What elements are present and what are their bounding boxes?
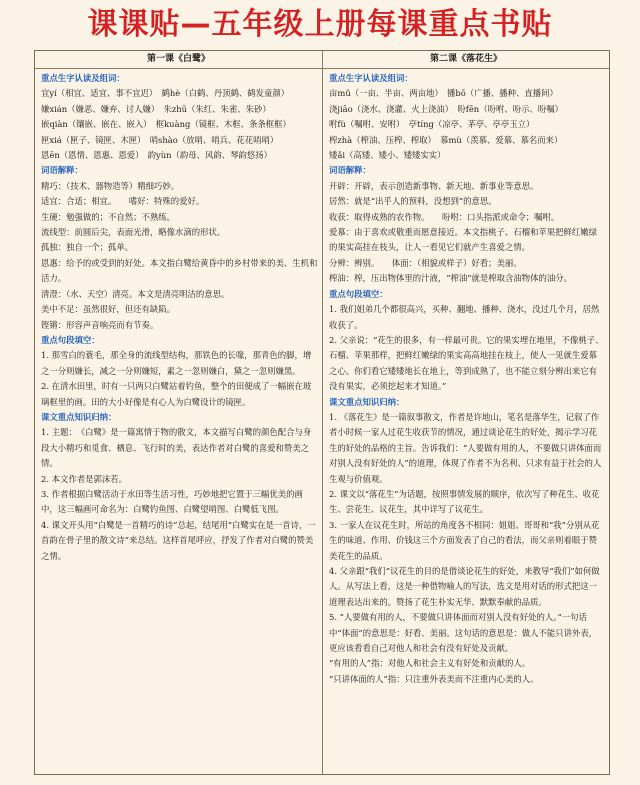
vocab-line: 嫌xián（嫌恶、嫌弃、讨人嫌） 朱zhū（朱红、朱雀、朱砂） bbox=[41, 103, 271, 114]
page-title: 课课贴—五年级上册每课重点书贴 bbox=[87, 7, 553, 42]
section-heading: 课文重点知识归纳： bbox=[329, 396, 405, 407]
header-divider bbox=[35, 68, 609, 69]
key-passage: 2. 在清水田里，时有一只两只白鹭站着钓鱼，整个的田便成了一幅嵌在玻璃框里的画。田的大小好像是有心人为白鹭设计的镜匣。 bbox=[41, 381, 312, 407]
summary-point: 1. 《落花生》是一篇叙事散文，作者是许地山，笔名是落华生，记叙了作者小时候一家人过花生收获节的情况，通过谈论花生的好处，揭示学习花生的好处的品格的主旨。告诉我们：“人要做有用的人，不要做只讲体面而对别人没有好处的人”的道理，体现了作者不为名利、只求有益于社会的人生观与价值观。 bbox=[329, 411, 602, 484]
definition: 榨油：榨，压出物体里的汁液，“榨油”就是榨取含油物体的油分。 bbox=[329, 273, 573, 284]
definition: 开辟：开辟，表示创造新事物、新天地、新事业等意思。 bbox=[329, 180, 539, 191]
vocab-line: 矮ǎi（高矮、矮小、矮矮实实） bbox=[329, 150, 446, 161]
summary-point: 3. 一家人在议花生时，所站的角度各不相同：姐姐、哥哥和“我”分别从花生的味道、作用、价钱这三个方面发表了自己的看法，而父亲则着眼于赞美花生的品质。 bbox=[329, 519, 600, 561]
vocab-line: 榨zhà（榨油、压榨、榨取） 慕mù（羡慕、爱慕、慕名而来） bbox=[329, 134, 563, 145]
definition: 清澄：（水、天空）清亮。本文是清亮明洁的意思。 bbox=[41, 288, 230, 299]
definition: 生硬：勉强做的；不自然；不熟练。 bbox=[41, 211, 175, 222]
section-heading: 词语解释： bbox=[41, 165, 83, 176]
column-divider bbox=[322, 51, 323, 774]
lesson2-column bbox=[329, 71, 605, 687]
summary-point: 2. 课文以“落花生”为话题，按照事情发展的顺序，依次写了种花生、收花生、尝花生、议花生，其中详写了议花生。 bbox=[329, 488, 600, 515]
section-heading: 重点生字认读及组词： bbox=[329, 73, 413, 83]
definition: 适宜：合适；相宜。 嗜好：特殊的爱好。 bbox=[41, 196, 205, 207]
definition: 美中不足：虽然很好，但还有缺陷。 bbox=[41, 304, 175, 315]
summary-point: 4. 父亲跟“我们”议花生的目的是借谈论花生的好处，来教导“我们”如何做人。从写法上看，这是一种借物喻人的写法，选文是用对话的形式把这一道理表达出来的。赞扬了花生朴实无华、默默奉献的品质。 bbox=[329, 566, 600, 607]
summary-point: 4. 课文开头用“白鹭是一首精巧的诗”总起，结尾用“白鹭实在是一首诗，一首韵在骨子里的散文诗”来总结。这样首尾呼应，抒发了作者对白鹭的赞美之情。 bbox=[41, 519, 316, 561]
lesson2-header: 第二课《落花生》 bbox=[429, 54, 502, 64]
definition: 居然：就是“出乎人的预料，没想到”的意思。 bbox=[329, 196, 497, 207]
summary-point: 2. 本文作者是郭沫若。 bbox=[41, 473, 128, 484]
vocab-line: 咐fù（嘱咐、安咐） 亭tíng（凉亭、茅亭、亭亭玉立） bbox=[329, 119, 535, 130]
summary-point: 1. 主题： 《白鹭》是一篇寓情于物的散文，本文描写白鹭的颜色配合与身段大小精巧和觅食、栖息、飞行时的美，表达作者对白鹭的喜爱和赞美之情。 bbox=[41, 427, 312, 469]
section-heading: 词语解释： bbox=[329, 165, 371, 176]
vocab-line: 浇jiāo（浇水、浇灌、火上浇油） 吩fēn（吩咐、吩示、吩嘱） bbox=[329, 103, 563, 114]
section-heading: 重点生字认读及组词： bbox=[41, 73, 125, 83]
key-passage: 1. 那雪白的蓑毛，那全身的流线型结构，那铁色的长喙，那青色的脚，增之一分则嫌长，减之一分则嫌短，素之一忽则嫌白，黛之一忽则嫌黑。 bbox=[41, 350, 312, 376]
vocab-line: 亩mǔ（一亩、半亩、两亩地） 播bō（广播、播种、直播间） bbox=[329, 88, 558, 99]
lesson1-header: 第一课《白鹭》 bbox=[146, 54, 210, 64]
definition: 孤独：独自一个；孤单。 bbox=[41, 242, 134, 253]
definition: 流线型：前圆后尖，表面光滑，略像水滴的形状。 bbox=[41, 227, 226, 238]
definition: 精巧：（技术、器物造等）精细巧妙。 bbox=[41, 180, 180, 191]
vocab-line: 嵌qiàn（镶嵌、嵌在、嵌入） 框kuàng（镜框、木框、条条框框） bbox=[41, 119, 291, 130]
content-table bbox=[34, 50, 610, 775]
vocab-line: 恩ēn（恩情、恩惠、恩爱） 韵yùn（韵母、风韵、琴韵悠扬） bbox=[41, 150, 273, 161]
summary-point: “只讲体面的人”指：只注重外表美而不注重内心美的人。 bbox=[329, 673, 539, 684]
summary-point: 3. 作者根据白鹭活动于水田等生活习性，巧妙地把它置于三幅优美的画中，这三幅画可命名为：白鹭钓鱼图、白鹭望哨图、白鹭低飞图。 bbox=[41, 488, 303, 515]
section-heading: 课文重点知识归纳： bbox=[41, 411, 117, 422]
definition: 爱慕：由于喜欢或敬重而愿意接近。本文指桃子、石榴和苹果把鲜红嫩绿的果实高挂在枝头，让人一看见它们就产生喜爱之情。 bbox=[329, 227, 597, 253]
definition: 分辨：辨别。 体面：（相貌或样子）好看；美丽。 bbox=[329, 257, 522, 268]
summary-point: 5. “人要做有用的人，不要做只讲体面而对别人没有好处的人。”一句话中“体面”的意思是：好看、美丽。这句话的意思是：做人不能只讲外表，更应该看看自己对他人和社会有没有好处及贡献。 bbox=[329, 612, 598, 654]
section-heading: 重点句段填空： bbox=[41, 334, 100, 345]
vocab-line: 宜yí（相宜、适宜、事不宜迟） 鹤hè（白鹤、丹顶鹤、鹤发童颜） bbox=[41, 88, 290, 99]
definition: 恩惠：给予的或受到的好处。本文指白鹭给黄昏中的乡村带来的美、生机和活力。 bbox=[41, 257, 318, 284]
summary-point: “有用的人”指：对他人和社会主义有好处和贡献的人。 bbox=[329, 658, 531, 669]
section-heading: 重点句段填空： bbox=[329, 288, 388, 299]
key-passage: 2. 父亲说：“花生的很多，有一样最可贵。它的果实埋在地里，不像桃子、石榴、苹果那样，把鲜红嫩绿的果实高高地挂在枝上，使人一见就生爱慕之心。你们看它矮矮地长在地上，等到成熟了，也不能立刻分辨出来它有没有果实，必须挖起来才知道。” bbox=[329, 334, 604, 392]
definition: 铿锵：形容声音响亮而有节奏。 bbox=[41, 319, 159, 330]
vocab-line: 匣xiá（匣子、镜匣、木匣） 哨shào（放哨、哨兵、花花哨哨） bbox=[41, 134, 279, 145]
definition: 收获：取得成熟的农作物。 吩咐：口头指派或命令；嘱咐。 bbox=[329, 211, 560, 222]
lesson1-column bbox=[41, 71, 318, 564]
key-passage: 1. 我们姐弟几个都很高兴，买种、翻地、播种、浇水，没过几个月，居然收获了。 bbox=[329, 304, 600, 330]
